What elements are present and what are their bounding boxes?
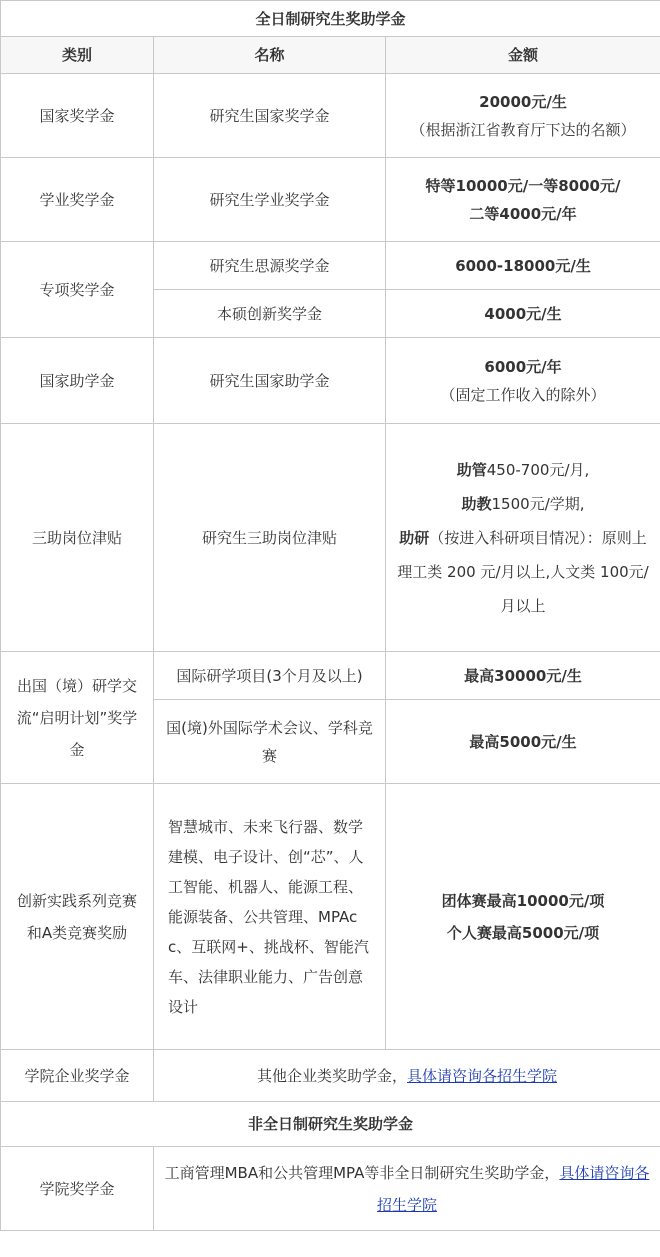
category-cell: 出国（境）研学交流“启明计划”奖学金 bbox=[1, 652, 154, 784]
name-cell: 研究生学业奖学金 bbox=[154, 158, 386, 242]
category-cell: 学业奖学金 bbox=[1, 158, 154, 242]
role-amount: 1500元/学期, bbox=[491, 494, 585, 513]
amount-line bbox=[396, 487, 650, 521]
section-header-parttime bbox=[1, 1102, 660, 1147]
category-cell: 专项奖学金 bbox=[1, 242, 154, 338]
amount-cell: 最高5000元/生 bbox=[386, 700, 660, 784]
role-label: 助教 bbox=[461, 494, 492, 513]
name-cell: 国(境)外国际学术会议、学科竞赛 bbox=[154, 700, 386, 784]
category-cell: 三助岗位津贴 bbox=[1, 424, 154, 652]
description-cell bbox=[154, 1147, 660, 1231]
table-row bbox=[1, 338, 660, 424]
amount-value: 二等4000元/年 bbox=[469, 204, 577, 223]
amount-value: 团体赛最高10000元/项 bbox=[441, 891, 605, 910]
amount-cell bbox=[386, 424, 660, 652]
name-cell: 智慧城市、未来飞行器、数学建模、电子设计、创“芯”、人工智能、机器人、能源工程、能源装备、公共管理、MPAcc、互联网+、挑战杯、智能汽车、法律职业能力、广告创意设计 bbox=[154, 784, 386, 1050]
amount-note: （固定工作收入的除外） bbox=[440, 385, 606, 404]
description-cell bbox=[154, 1050, 660, 1102]
table-row bbox=[1, 652, 660, 700]
amount-value-cont bbox=[396, 200, 650, 228]
amount-value: 特等10000元/一等8000元/ bbox=[425, 176, 621, 195]
name-cell: 研究生思源奖学金 bbox=[154, 242, 386, 290]
category-cell: 学院企业奖学金 bbox=[1, 1050, 154, 1102]
amount-value: 6000元/年 bbox=[484, 357, 562, 376]
description-text: 工商管理MBA和公共管理MPA等非全日制研究生奖助学金， bbox=[164, 1163, 560, 1182]
header-category: 类别 bbox=[1, 37, 154, 74]
amount-value: 个人赛最高5000元/项 bbox=[446, 923, 600, 942]
amount-line bbox=[396, 521, 650, 555]
section-title-fulltime: 全日制研究生奖助学金 bbox=[1, 1, 660, 37]
consult-link[interactable]: 具体请咨询各招生学院 bbox=[407, 1066, 558, 1085]
table-row bbox=[1, 784, 660, 1050]
name-cell: 研究生国家奖学金 bbox=[154, 74, 386, 158]
section-header-fulltime bbox=[1, 1, 660, 37]
role-amount: （按进入科研项目情况）：原则上 bbox=[429, 528, 647, 547]
table-row bbox=[1, 1050, 660, 1102]
header-name: 名称 bbox=[154, 37, 386, 74]
table-row bbox=[1, 424, 660, 652]
consult-link[interactable]: 具体请咨询各招生学院 bbox=[377, 1163, 650, 1214]
amount-note: （根据浙江省教育厅下达的名额） bbox=[410, 120, 636, 139]
amount-cell bbox=[386, 74, 660, 158]
header-amount: 金额 bbox=[386, 37, 660, 74]
table-row bbox=[1, 1147, 660, 1231]
amount-cell: 6000-18000元/生 bbox=[386, 242, 660, 290]
table-row bbox=[1, 242, 660, 290]
amount-line: 理工类 200 元/月以上,人文类 100元/月以上 bbox=[397, 562, 649, 615]
amount-cell: 4000元/生 bbox=[386, 290, 660, 338]
section-title-parttime: 非全日制研究生奖助学金 bbox=[1, 1102, 660, 1147]
amount-value: 20000元/生 bbox=[479, 92, 567, 111]
name-cell: 国际研学项目(3个月及以上) bbox=[154, 652, 386, 700]
description-text: 其他企业类奖助学金， bbox=[256, 1066, 407, 1085]
table-row bbox=[1, 158, 660, 242]
table-row bbox=[1, 74, 660, 158]
amount-cell bbox=[386, 784, 660, 1050]
category-cell: 国家奖学金 bbox=[1, 74, 154, 158]
amount-cell: 最高30000元/生 bbox=[386, 652, 660, 700]
role-label: 助管 bbox=[456, 460, 487, 479]
role-label: 助研 bbox=[399, 528, 430, 547]
column-header-row bbox=[1, 37, 660, 74]
amount-cell bbox=[386, 338, 660, 424]
category-cell: 国家助学金 bbox=[1, 338, 154, 424]
name-cell: 本硕创新奖学金 bbox=[154, 290, 386, 338]
name-cell: 研究生国家助学金 bbox=[154, 338, 386, 424]
role-amount: 450-700元/月, bbox=[486, 460, 590, 479]
category-cell: 学院奖学金 bbox=[1, 1147, 154, 1231]
category-cell: 创新实践系列竞赛和A类竞赛奖励 bbox=[1, 784, 154, 1050]
amount-cell bbox=[386, 158, 660, 242]
amount-line bbox=[396, 453, 650, 487]
name-cell: 研究生三助岗位津贴 bbox=[154, 424, 386, 652]
